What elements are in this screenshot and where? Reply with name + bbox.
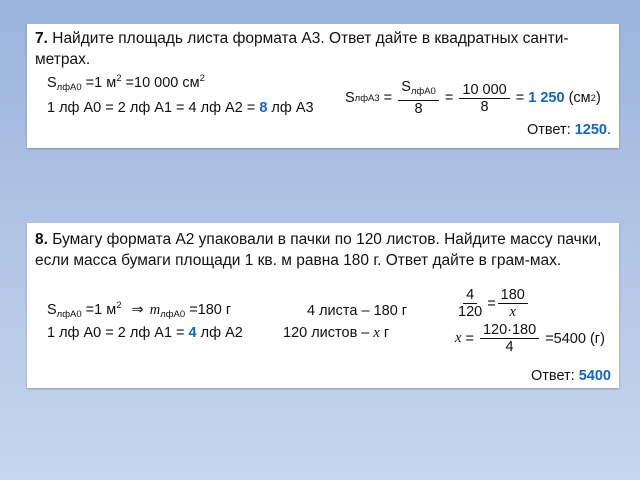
p8-eq: =1 м (81, 302, 117, 318)
p8-answer-value: 5400 (578, 368, 611, 384)
problem-7-statement (35, 28, 613, 70)
p8-eq2-num: 120·180 (480, 322, 539, 339)
p7-f-eq: = (379, 90, 397, 106)
p8-equation-1 (453, 287, 530, 320)
p8-eq1-d1: 120 (458, 304, 483, 320)
problem-8-number: 8. (35, 231, 48, 248)
p7-line2-num: 8 (259, 100, 268, 116)
p7-answer-label: Ответ: (526, 122, 575, 138)
p7-sup: 2 (116, 73, 122, 84)
p7-f-eq3: = (511, 90, 529, 106)
p8-eq1-frac-right (498, 287, 528, 320)
p7-eq: =1 м (81, 75, 117, 91)
problem-8-card (27, 223, 619, 388)
p8-meq: =180 г (185, 302, 232, 318)
p7-s: S (47, 75, 57, 91)
p8-proportion-2 (283, 325, 389, 342)
p8-eq1-eq: = (487, 295, 496, 312)
p8-answer (531, 368, 611, 384)
p8-m: m (149, 302, 161, 318)
p7-frac2-num: 10 000 (459, 82, 509, 99)
p7-fraction-1 (398, 79, 439, 117)
p7-frac1-den: 8 (414, 101, 423, 117)
p8-s: S (47, 302, 57, 318)
p7-answer-value: 1250 (574, 122, 607, 138)
p8-proportion-1: 4 листа – 180 г (307, 303, 408, 319)
p8-line2-tail: лф А2 (196, 325, 243, 341)
p8-eq1-d2: x (509, 304, 516, 320)
p7-fraction-2 (459, 82, 509, 115)
p7-frac1-num-s: S (401, 79, 411, 95)
p8-m-sub: лфА0 (160, 309, 186, 320)
p7-answer (527, 122, 611, 138)
p7-unit-sup: 2 (590, 92, 596, 104)
p7-s-sub: лфА0 (56, 82, 82, 93)
problem-7-number: 7. (35, 30, 48, 47)
p8-eq1-frac-left (455, 287, 485, 320)
p8-implies-arrow: ⇒ (131, 302, 144, 318)
p7-frac1-num-sub: лфА0 (410, 86, 436, 97)
problem-8-text: Бумагу формата А2 упаковали в пачки по 120 листов. Найдите массу пачки, если масса бумаги площади 1 кв. м равна 180 г. Ответ дайте в грам-мах. (35, 231, 602, 269)
p8-proportion-2-tail: г (379, 325, 390, 341)
p7-f-s: S (345, 90, 355, 106)
p7-formula (345, 79, 601, 117)
p8-eq2-den: 4 (505, 339, 514, 355)
p8-line2-text: 1 лф А0 = 2 лф А1 = (47, 325, 189, 341)
p8-eq2-eq: = (461, 330, 478, 347)
p7-line2 (47, 100, 314, 116)
p8-proportion-2-x: x (373, 325, 380, 341)
p8-eq1-n1: 4 (463, 287, 477, 304)
p7-frac2-den: 8 (480, 98, 489, 115)
p7-line2-tail: лф А3 (267, 100, 314, 116)
p8-eq2-x: x (455, 330, 462, 346)
p7-answer-dot: . (606, 122, 611, 138)
p8-answer-label: Ответ: (530, 368, 579, 384)
problem-7-card (27, 24, 619, 148)
problem-7-text: Найдите площадь листа формата А3. Ответ дайте в квадратных санти-метрах. (35, 30, 569, 68)
p7-sup2: 2 (199, 73, 205, 84)
p8-eq2-frac (480, 322, 539, 355)
p8-eq2-result: =5400 (г) (541, 330, 605, 347)
p8-proportion-2-text: 120 листов – (283, 325, 374, 341)
p8-line2-num: 4 (188, 325, 197, 341)
p7-f-eq2: = (440, 90, 458, 106)
p8-s-sub: лфА0 (56, 309, 82, 320)
p8-sup: 2 (116, 300, 122, 311)
p7-result: 1 250 (528, 90, 565, 106)
p7-unit: (см (564, 90, 591, 106)
p7-unit-close: ) (595, 90, 601, 106)
p7-eq2: =10 000 см (121, 75, 200, 91)
p8-line1 (47, 300, 231, 320)
p7-f-sub: лфА3 (354, 92, 380, 104)
p8-equation-2 (455, 322, 605, 355)
p8-line2 (47, 325, 243, 341)
p7-line1 (47, 73, 205, 93)
p7-line2-text: 1 лф А0 = 2 лф А1 = 4 лф А2 = (47, 100, 260, 116)
problem-8-statement (35, 229, 613, 271)
p8-eq1-n2: 180 (498, 287, 528, 304)
